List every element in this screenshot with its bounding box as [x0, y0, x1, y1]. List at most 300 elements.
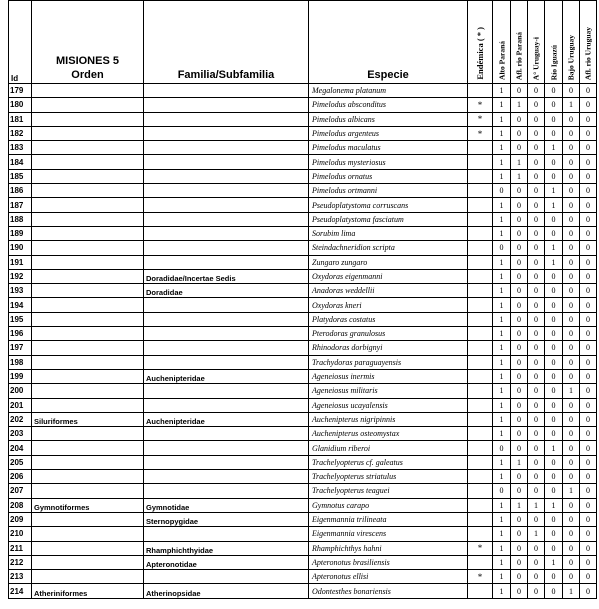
- row-familia: Apteronotidae: [144, 555, 309, 569]
- row-presence-value: 1: [493, 126, 511, 140]
- row-orden: [32, 226, 144, 240]
- row-familia: [144, 341, 309, 355]
- row-presence-value: 1: [545, 441, 563, 455]
- row-presence-value: 1: [493, 327, 511, 341]
- table-row: [9, 241, 597, 255]
- row-orden: [32, 484, 144, 498]
- row-especie: Megalonema platanum: [309, 84, 468, 98]
- row-familia: [144, 470, 309, 484]
- table-row: [9, 112, 597, 126]
- row-familia: [144, 355, 309, 369]
- row-presence-value: 0: [580, 441, 597, 455]
- row-presence-value: 0: [580, 341, 597, 355]
- row-presence-value: 0: [528, 484, 545, 498]
- row-presence-value: 0: [528, 269, 545, 283]
- row-presence-value: 0: [563, 141, 580, 155]
- row-presence-value: 0: [563, 226, 580, 240]
- row-presence-value: 0: [528, 298, 545, 312]
- row-id: 181: [9, 112, 32, 126]
- row-presence-value: 0: [580, 112, 597, 126]
- row-presence-value: 0: [580, 427, 597, 441]
- row-presence-value: 0: [545, 327, 563, 341]
- row-id: 183: [9, 141, 32, 155]
- row-especie: Anadoras weddellii: [309, 284, 468, 298]
- row-presence-value: 1: [493, 169, 511, 183]
- row-id: 191: [9, 255, 32, 269]
- row-presence-value: 0: [511, 555, 528, 569]
- row-presence-value: 0: [528, 155, 545, 169]
- row-presence-value: 0: [580, 155, 597, 169]
- header-col-label: Alto Paraná: [497, 41, 506, 80]
- row-orden: [32, 198, 144, 212]
- row-presence-value: 0: [580, 584, 597, 598]
- row-presence-value: 0: [580, 126, 597, 140]
- row-presence-value: 0: [580, 284, 597, 298]
- row-endemica: [468, 141, 493, 155]
- table-row: [9, 412, 597, 426]
- row-presence-value: 0: [545, 212, 563, 226]
- row-id: 198: [9, 355, 32, 369]
- row-presence-value: 0: [563, 498, 580, 512]
- row-orden: [32, 298, 144, 312]
- row-presence-value: 0: [563, 355, 580, 369]
- row-familia: [144, 212, 309, 226]
- row-endemica: [468, 241, 493, 255]
- row-presence-value: 0: [545, 269, 563, 283]
- row-presence-value: 0: [580, 198, 597, 212]
- row-presence-value: 0: [528, 141, 545, 155]
- row-presence-value: 1: [493, 112, 511, 126]
- row-presence-value: 0: [545, 355, 563, 369]
- row-endemica: [468, 312, 493, 326]
- row-id: 201: [9, 398, 32, 412]
- row-orden: [32, 355, 144, 369]
- row-presence-value: 0: [545, 570, 563, 584]
- row-endemica: *: [468, 570, 493, 584]
- row-presence-value: 0: [511, 512, 528, 526]
- row-presence-value: 0: [493, 484, 511, 498]
- row-presence-value: 0: [545, 484, 563, 498]
- table-row: [9, 198, 597, 212]
- row-familia: [144, 169, 309, 183]
- table-row: [9, 327, 597, 341]
- row-presence-value: 0: [528, 255, 545, 269]
- row-presence-value: 0: [511, 226, 528, 240]
- row-presence-value: 1: [545, 241, 563, 255]
- row-presence-value: 0: [545, 398, 563, 412]
- row-familia: [144, 327, 309, 341]
- row-presence-value: 0: [545, 512, 563, 526]
- row-presence-value: 1: [493, 584, 511, 598]
- row-presence-value: 0: [563, 255, 580, 269]
- row-presence-value: 1: [493, 341, 511, 355]
- row-endemica: [468, 470, 493, 484]
- row-especie: Glanidium riberoi: [309, 441, 468, 455]
- row-presence-value: 1: [493, 555, 511, 569]
- row-presence-value: 0: [545, 169, 563, 183]
- header-id: Id: [9, 1, 32, 84]
- row-presence-value: 0: [580, 327, 597, 341]
- row-presence-value: 0: [511, 527, 528, 541]
- table-row: [9, 155, 597, 169]
- row-presence-value: 0: [528, 327, 545, 341]
- row-presence-value: 0: [563, 198, 580, 212]
- row-presence-value: 0: [511, 284, 528, 298]
- row-presence-value: 0: [580, 84, 597, 98]
- row-endemica: *: [468, 126, 493, 140]
- row-especie: Trachelyopterus teaguei: [309, 484, 468, 498]
- row-orden: [32, 384, 144, 398]
- row-id: 196: [9, 327, 32, 341]
- header-col-bajo-uruguay: [563, 1, 580, 84]
- row-especie: Rhamphichthys hahni: [309, 541, 468, 555]
- row-orden: [32, 541, 144, 555]
- row-presence-value: 0: [511, 398, 528, 412]
- row-presence-value: 0: [563, 169, 580, 183]
- row-especie: Pseudoplatystoma fasciatum: [309, 212, 468, 226]
- row-id: 212: [9, 555, 32, 569]
- row-familia: Atherinopsidae: [144, 584, 309, 598]
- row-id: 182: [9, 126, 32, 140]
- row-presence-value: 1: [493, 412, 511, 426]
- row-id: 187: [9, 198, 32, 212]
- row-familia: [144, 427, 309, 441]
- row-especie: Auchenipterus nigripinnis: [309, 412, 468, 426]
- row-id: 193: [9, 284, 32, 298]
- row-id: 202: [9, 412, 32, 426]
- header-orden: [32, 1, 144, 84]
- row-orden: [32, 84, 144, 98]
- row-presence-value: 0: [528, 212, 545, 226]
- row-presence-value: 0: [580, 369, 597, 383]
- row-presence-value: 0: [580, 298, 597, 312]
- table-row: [9, 441, 597, 455]
- row-familia: Doradidae/Incertae Sedis: [144, 269, 309, 283]
- row-presence-value: 0: [545, 284, 563, 298]
- row-familia: [144, 226, 309, 240]
- row-familia: [144, 141, 309, 155]
- row-id: 204: [9, 441, 32, 455]
- row-presence-value: 0: [545, 112, 563, 126]
- row-especie: Pimelodus absconditus: [309, 98, 468, 112]
- table-row: [9, 184, 597, 198]
- row-orden: [32, 241, 144, 255]
- row-presence-value: 0: [545, 584, 563, 598]
- row-presence-value: 0: [528, 555, 545, 569]
- row-id: 209: [9, 512, 32, 526]
- row-endemica: [468, 269, 493, 283]
- row-presence-value: 0: [580, 269, 597, 283]
- row-especie: Apteronotus ellisi: [309, 570, 468, 584]
- row-endemica: [468, 512, 493, 526]
- row-orden: [32, 98, 144, 112]
- row-familia: [144, 527, 309, 541]
- row-orden: [32, 284, 144, 298]
- row-especie: Rhinodoras dorbignyi: [309, 341, 468, 355]
- row-endemica: [468, 184, 493, 198]
- row-endemica: [468, 412, 493, 426]
- header-col-label: A° Uruguay-i: [531, 36, 541, 80]
- row-id: 179: [9, 84, 32, 98]
- row-presence-value: 0: [493, 184, 511, 198]
- table-row: [9, 226, 597, 240]
- row-presence-value: 0: [528, 98, 545, 112]
- row-familia: [144, 255, 309, 269]
- row-presence-value: 0: [511, 341, 528, 355]
- row-presence-value: 0: [563, 269, 580, 283]
- row-presence-value: 0: [580, 169, 597, 183]
- row-especie: Ageneiosus ucayalensis: [309, 398, 468, 412]
- row-especie: Oxydoras kneri: [309, 298, 468, 312]
- row-familia: Gymnotidae: [144, 498, 309, 512]
- table-row: [9, 312, 597, 326]
- row-familia: [144, 298, 309, 312]
- row-presence-value: 0: [580, 512, 597, 526]
- row-presence-value: 1: [528, 527, 545, 541]
- row-presence-value: 0: [563, 527, 580, 541]
- row-endemica: [468, 584, 493, 598]
- row-presence-value: 1: [493, 470, 511, 484]
- row-presence-value: 1: [563, 384, 580, 398]
- row-especie: Pseudoplatystoma corruscans: [309, 198, 468, 212]
- row-presence-value: 0: [563, 427, 580, 441]
- row-orden: Atheriniformes: [32, 584, 144, 598]
- row-presence-value: 0: [563, 555, 580, 569]
- row-presence-value: 0: [545, 470, 563, 484]
- row-presence-value: 0: [563, 512, 580, 526]
- row-familia: [144, 570, 309, 584]
- row-presence-value: 0: [563, 212, 580, 226]
- row-endemica: [468, 455, 493, 469]
- row-endemica: [468, 284, 493, 298]
- row-presence-value: 0: [563, 369, 580, 383]
- row-presence-value: 0: [528, 412, 545, 426]
- row-presence-value: 1: [545, 498, 563, 512]
- row-presence-value: 0: [580, 455, 597, 469]
- row-presence-value: 0: [528, 184, 545, 198]
- row-presence-value: 0: [580, 184, 597, 198]
- row-orden: [32, 312, 144, 326]
- row-endemica: [468, 341, 493, 355]
- row-presence-value: 1: [493, 141, 511, 155]
- row-presence-value: 0: [580, 212, 597, 226]
- row-orden: [32, 112, 144, 126]
- row-id: 190: [9, 241, 32, 255]
- row-presence-value: 0: [511, 570, 528, 584]
- row-presence-value: 1: [493, 98, 511, 112]
- row-id: 184: [9, 155, 32, 169]
- row-presence-value: 0: [563, 155, 580, 169]
- row-orden: [32, 255, 144, 269]
- row-presence-value: 0: [563, 470, 580, 484]
- row-presence-value: 0: [580, 312, 597, 326]
- row-endemica: [468, 527, 493, 541]
- row-presence-value: 0: [528, 441, 545, 455]
- row-presence-value: 0: [580, 541, 597, 555]
- row-presence-value: 0: [528, 398, 545, 412]
- row-orden: [32, 555, 144, 569]
- species-table: [8, 0, 597, 599]
- table-row: [9, 484, 597, 498]
- row-presence-value: 0: [511, 384, 528, 398]
- row-presence-value: 0: [511, 255, 528, 269]
- row-presence-value: 0: [563, 412, 580, 426]
- row-presence-value: 0: [580, 355, 597, 369]
- row-especie: Pimelodus ortmanni: [309, 184, 468, 198]
- row-endemica: [468, 169, 493, 183]
- row-endemica: *: [468, 98, 493, 112]
- row-presence-value: 0: [545, 98, 563, 112]
- row-presence-value: 1: [493, 498, 511, 512]
- row-id: 210: [9, 527, 32, 541]
- row-orden: [32, 441, 144, 455]
- row-presence-value: 1: [493, 198, 511, 212]
- row-presence-value: 0: [511, 269, 528, 283]
- row-presence-value: 0: [563, 570, 580, 584]
- table-row: [9, 98, 597, 112]
- row-presence-value: 0: [545, 341, 563, 355]
- table-row: [9, 527, 597, 541]
- row-familia: [144, 84, 309, 98]
- row-orden: [32, 398, 144, 412]
- row-familia: [144, 312, 309, 326]
- row-presence-value: 0: [563, 455, 580, 469]
- row-presence-value: 0: [528, 169, 545, 183]
- row-presence-value: 0: [528, 512, 545, 526]
- row-endemica: [468, 498, 493, 512]
- row-presence-value: 0: [545, 312, 563, 326]
- row-presence-value: 1: [545, 198, 563, 212]
- row-presence-value: 0: [528, 241, 545, 255]
- table-row: [9, 512, 597, 526]
- row-especie: Pimelodus ornatus: [309, 169, 468, 183]
- row-presence-value: 0: [511, 470, 528, 484]
- row-presence-value: 0: [511, 441, 528, 455]
- row-endemica: [468, 384, 493, 398]
- row-especie: Pimelodus mysteriosus: [309, 155, 468, 169]
- row-familia: Doradidae: [144, 284, 309, 298]
- row-orden: [32, 470, 144, 484]
- row-presence-value: 0: [580, 498, 597, 512]
- row-presence-value: 0: [528, 355, 545, 369]
- row-presence-value: 1: [493, 398, 511, 412]
- table-row: [9, 284, 597, 298]
- table-row: [9, 255, 597, 269]
- row-presence-value: 1: [563, 484, 580, 498]
- row-presence-value: 0: [511, 298, 528, 312]
- row-especie: Pimelodus maculatus: [309, 141, 468, 155]
- row-orden: [32, 427, 144, 441]
- header-col-alto-parana: [493, 1, 511, 84]
- header-familia: Familia/Subfamilia: [144, 1, 309, 84]
- row-presence-value: 0: [580, 555, 597, 569]
- row-presence-value: 1: [528, 498, 545, 512]
- header-col-label: Río Iguazú: [549, 44, 558, 80]
- row-orden: [32, 327, 144, 341]
- table-row: [9, 141, 597, 155]
- row-presence-value: 0: [580, 412, 597, 426]
- row-endemica: [468, 355, 493, 369]
- row-presence-value: 0: [528, 341, 545, 355]
- row-presence-value: 0: [580, 398, 597, 412]
- row-id: 188: [9, 212, 32, 226]
- row-endemica: [468, 427, 493, 441]
- row-presence-value: 0: [545, 541, 563, 555]
- row-presence-value: 1: [511, 155, 528, 169]
- row-presence-value: 0: [580, 255, 597, 269]
- row-orden: [32, 212, 144, 226]
- row-presence-value: 0: [563, 241, 580, 255]
- row-id: 214: [9, 584, 32, 598]
- row-presence-value: 0: [528, 570, 545, 584]
- row-presence-value: 0: [511, 541, 528, 555]
- row-presence-value: 0: [528, 126, 545, 140]
- row-familia: [144, 384, 309, 398]
- row-presence-value: 1: [545, 141, 563, 155]
- row-id: 206: [9, 470, 32, 484]
- row-presence-value: 1: [493, 427, 511, 441]
- table-row: [9, 470, 597, 484]
- header-endemica-label: Endémica ( * ): [475, 27, 485, 80]
- row-endemica: *: [468, 541, 493, 555]
- row-presence-value: 0: [528, 541, 545, 555]
- row-especie: Pimelodus argenteus: [309, 126, 468, 140]
- table-row: [9, 427, 597, 441]
- row-presence-value: 1: [493, 527, 511, 541]
- table-row: [9, 498, 597, 512]
- row-endemica: [468, 327, 493, 341]
- row-endemica: [468, 555, 493, 569]
- row-presence-value: 0: [563, 441, 580, 455]
- row-presence-value: 0: [511, 412, 528, 426]
- row-id: 180: [9, 98, 32, 112]
- row-endemica: [468, 484, 493, 498]
- row-presence-value: 0: [511, 427, 528, 441]
- row-presence-value: 0: [563, 398, 580, 412]
- row-id: 192: [9, 269, 32, 283]
- row-presence-value: 1: [493, 312, 511, 326]
- row-presence-value: 0: [528, 284, 545, 298]
- row-orden: [32, 341, 144, 355]
- row-presence-value: 1: [493, 570, 511, 584]
- row-id: 213: [9, 570, 32, 584]
- table-row: [9, 298, 597, 312]
- row-presence-value: 0: [545, 126, 563, 140]
- row-presence-value: 0: [528, 384, 545, 398]
- row-id: 203: [9, 427, 32, 441]
- row-endemica: [468, 198, 493, 212]
- row-familia: [144, 241, 309, 255]
- row-presence-value: 1: [493, 255, 511, 269]
- table-row: [9, 584, 597, 598]
- row-presence-value: 0: [493, 241, 511, 255]
- row-familia: [144, 441, 309, 455]
- table-row: [9, 84, 597, 98]
- row-presence-value: 0: [528, 226, 545, 240]
- row-presence-value: 0: [580, 241, 597, 255]
- row-presence-value: 0: [580, 98, 597, 112]
- row-familia: [144, 112, 309, 126]
- row-orden: Siluriformes: [32, 412, 144, 426]
- row-presence-value: 0: [545, 427, 563, 441]
- row-endemica: [468, 255, 493, 269]
- row-familia: [144, 184, 309, 198]
- row-presence-value: 0: [563, 126, 580, 140]
- row-presence-value: 0: [528, 369, 545, 383]
- row-presence-value: 0: [511, 355, 528, 369]
- row-familia: Rhamphichthyidae: [144, 541, 309, 555]
- row-especie: Pterodoras granulosus: [309, 327, 468, 341]
